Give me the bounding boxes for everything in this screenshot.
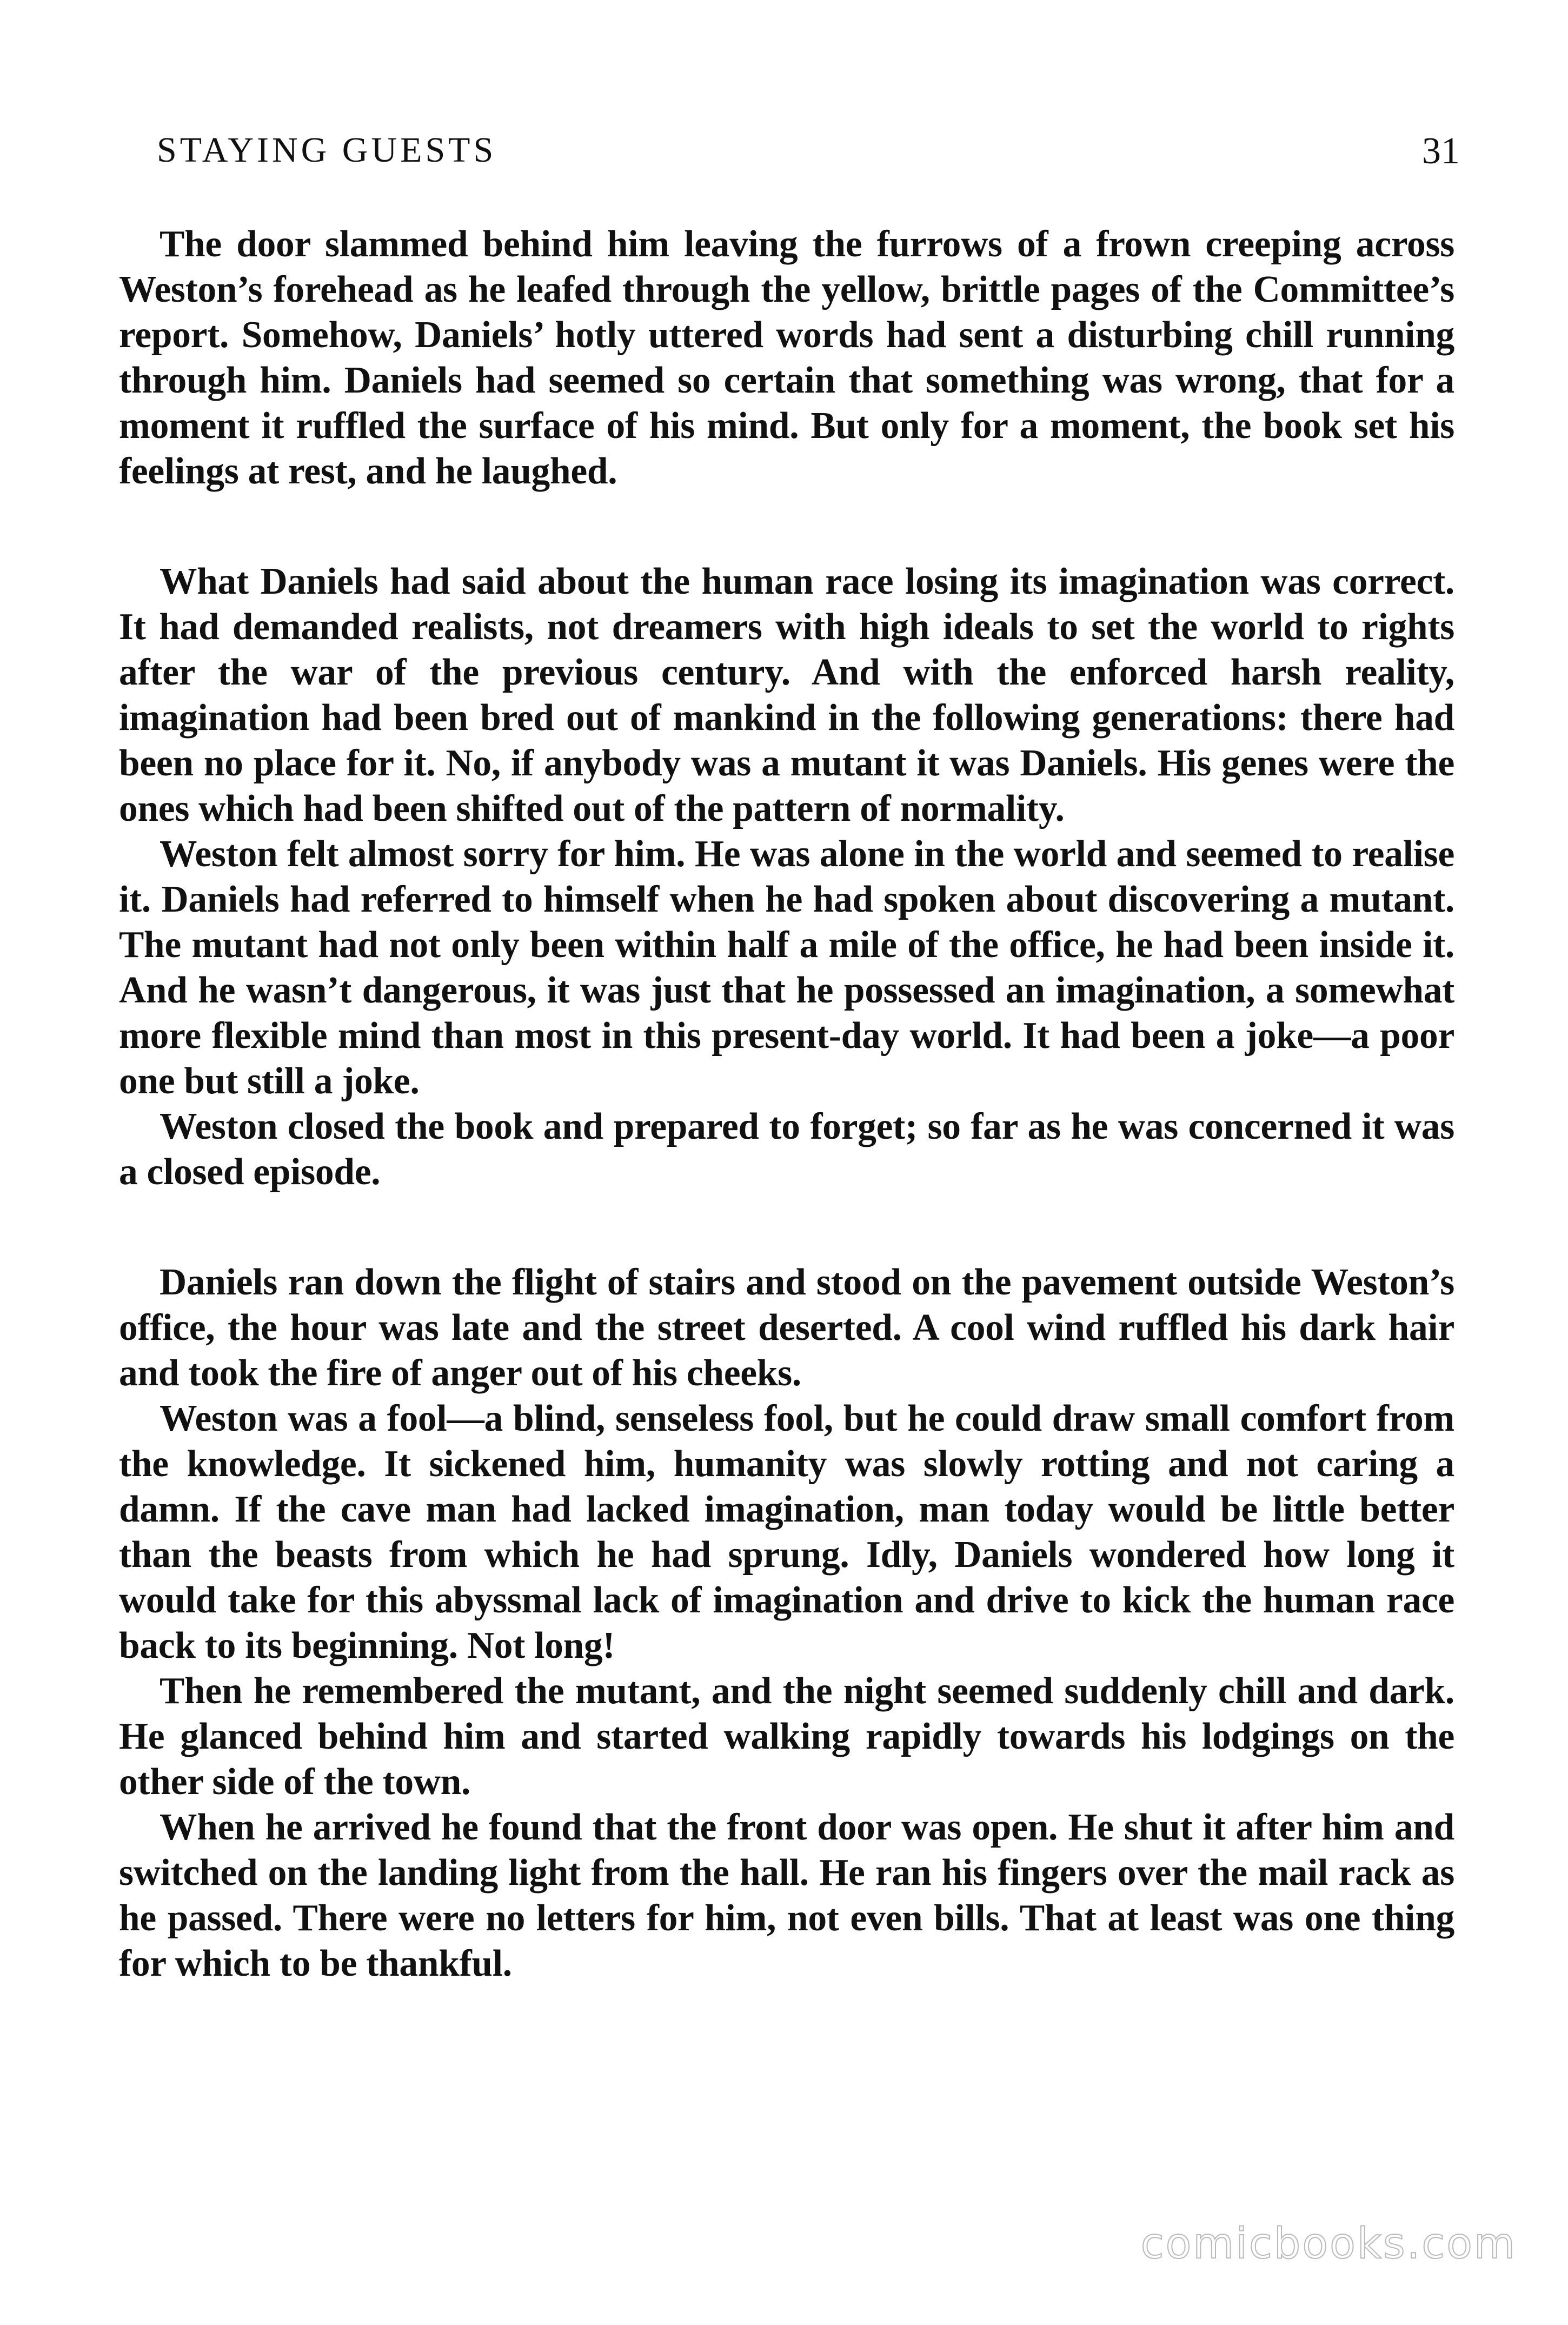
paragraph: Weston was a fool—a blind, senseless fool, but he could draw small comfort from the knowledge. It sickened him, humanity was slowly rotting and not caring a damn. If the cave man had lacked imagination, man today would be little better than the beasts from which he had sprung. Idly, Daniels wondered how long it would take for this abyssmal lack of imagination and drive to kick the human race back to its beginning. Not long! — [119, 1398, 1454, 1666]
paragraph: Weston felt almost sorry for him. He was alone in the world and seemed to realise it. Daniels had referred to himself when he had spoken about discovering a mutant. The mutant had not only been within half a mile of the office, he had been inside it. And he wasn’t dangerous, it was just that he possessed an imagination, a somewhat more flexible mind than most in this present-day world. It had been a joke—a poor one but still a joke. — [119, 833, 1454, 1102]
paragraph: Daniels ran down the flight of stairs and stood on the pavement outside Weston’s office, the hour was late and the street deserted. A cool wind ruffled his dark hair and took the fire of anger out of his cheeks. — [119, 1261, 1454, 1394]
running-head — [157, 130, 1460, 178]
page-number: 31 — [1422, 130, 1460, 172]
paragraph: The door slammed behind him leaving the furrows of a frown creeping across Weston’s forehead as he leafed through the yellow, brittle pages of the Committee’s report. Somehow, Daniels’ hotly uttered words had sent a disturbing chill running through him. Daniels had seemed so certain that something was wrong, that for a moment it ruffled the surface of his mind. But only for a moment, the book set his feelings at rest, and he laughed. — [119, 223, 1454, 492]
paragraph: Weston closed the book and prepared to forget; so far as he was concerned it was a closed episode. — [119, 1106, 1454, 1193]
section-break — [119, 1195, 1454, 1260]
watermark: comicbooks.com — [1140, 2220, 1517, 2268]
paragraph: What Daniels had said about the human race losing its imagination was correct. It had demanded realists, not dreamers with high ideals to set the world to rights after the war of the previous century. And with the enforced harsh reality, imagination had been bred out of mankind in the following generations: there had been no place for it. No, if anybody was a mutant it was Daniels. His genes were the ones which had been shifted out of the pattern of normality. — [119, 561, 1454, 829]
paragraph: Then he remembered the mutant, and the night seemed suddenly chill and dark. He glanced behind him and started walking rapidly towards his lodgings on the other side of the town. — [119, 1670, 1454, 1803]
body-text — [119, 222, 1454, 1987]
section-break — [119, 494, 1454, 559]
paragraph: When he arrived he found that the front door was open. He shut it after him and switched on the landing light from the hall. He ran his fingers over the mail rack as he passed. There were no letters for him, not even bills. That at least was one thing for which to be thankful. — [119, 1806, 1454, 1984]
running-title: STAYING GUESTS — [157, 130, 497, 170]
